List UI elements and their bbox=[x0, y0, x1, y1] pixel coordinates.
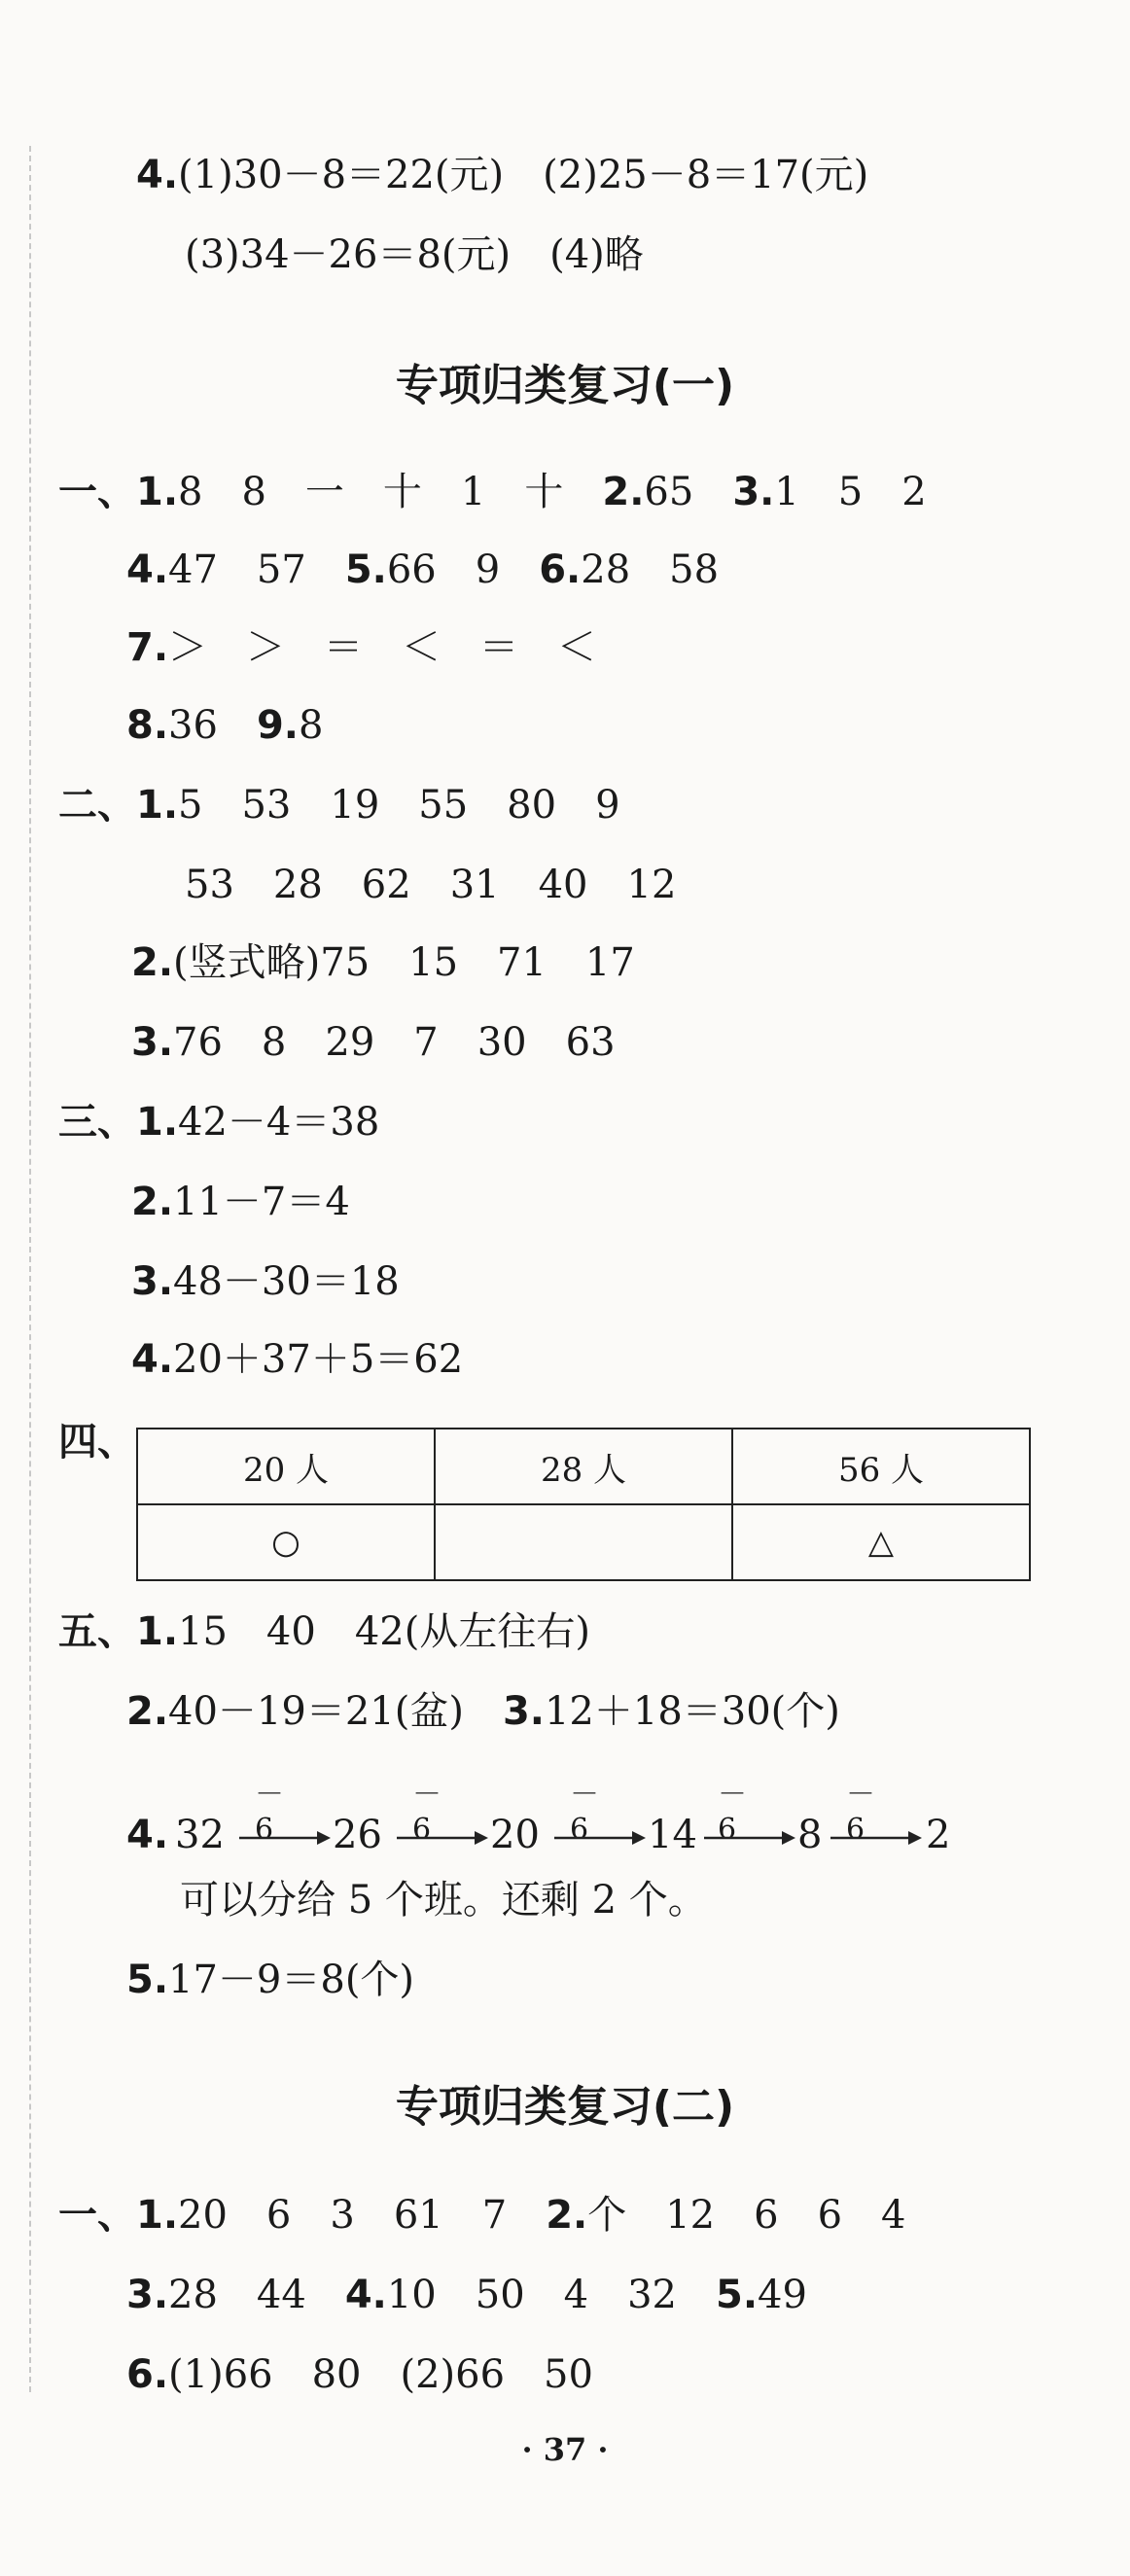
answer-line: 6.(1)66 80 (2)66 50 bbox=[126, 2352, 593, 2397]
arrow-right-icon bbox=[550, 1770, 648, 1867]
section-title: 专项归类复习(一) bbox=[395, 361, 735, 410]
answer-line: 可以分给 5 个班。还剩 2 个。 bbox=[180, 1878, 707, 1923]
answer-line: 一、1.20 6 3 61 7 2.个 12 6 6 4 bbox=[58, 2193, 906, 2238]
item-number: 4. bbox=[126, 1813, 169, 1857]
answer-line: 2.(竖式略)75 15 71 17 bbox=[131, 940, 635, 985]
answer-line: 4.47 57 5.66 9 6.28 58 bbox=[126, 547, 720, 592]
page-number: · 37 · bbox=[521, 2431, 609, 2468]
arrow-right-icon bbox=[235, 1770, 333, 1867]
answer-line: 3.48－30＝18 bbox=[131, 1259, 400, 1304]
chain-step-label: －6 bbox=[412, 1778, 441, 1847]
table-header: 56 人 bbox=[732, 1429, 1030, 1504]
table-header: 20 人 bbox=[137, 1429, 435, 1504]
answer-line: 二、1.5 53 19 55 80 9 bbox=[58, 783, 620, 828]
answer-line: 7.＞ ＞ ＝ ＜ ＝ ＜ bbox=[126, 625, 597, 670]
arrow-right-icon bbox=[393, 1770, 490, 1867]
answer-line: 2.11－7＝4 bbox=[131, 1180, 350, 1224]
answer-line: 4.20＋37＋5＝62 bbox=[131, 1337, 464, 1382]
chain-step-label: －6 bbox=[718, 1778, 747, 1847]
table-cell: △ bbox=[732, 1504, 1030, 1580]
chain-step-label: －6 bbox=[255, 1778, 284, 1847]
arrow-right-icon bbox=[700, 1770, 797, 1867]
answer-line: 8.36 9.8 bbox=[126, 703, 324, 748]
answer-table bbox=[136, 1428, 1031, 1581]
answer-line: 4.(1)30－8＝22(元) (2)25－8＝17(元) bbox=[136, 153, 869, 197]
chain-value: 26 bbox=[333, 1813, 382, 1857]
arrow-right-icon bbox=[827, 1770, 924, 1867]
chain-value: 14 bbox=[648, 1813, 697, 1857]
answer-line: 3.28 44 4.10 50 4 32 5.49 bbox=[126, 2273, 807, 2317]
table-cell bbox=[435, 1504, 732, 1580]
answer-line: 53 28 62 31 40 12 bbox=[185, 863, 677, 907]
margin-dashed-line bbox=[29, 146, 31, 2392]
answer-line: 一、1.8 8 一 十 1 十 2.65 3.1 5 2 bbox=[58, 470, 927, 514]
answer-line: 2.40－19＝21(盆) 3.12＋18＝30(个) bbox=[126, 1689, 840, 1734]
chain-step-label: －6 bbox=[570, 1778, 599, 1847]
table-cell: ○ bbox=[137, 1504, 435, 1580]
chain-value: 2 bbox=[926, 1813, 951, 1857]
answer-line: (3)34－26＝8(元) (4)略 bbox=[185, 232, 644, 277]
chain-value: 20 bbox=[490, 1813, 540, 1857]
chain-value: 32 bbox=[175, 1813, 225, 1857]
section-title: 专项归类复习(二) bbox=[395, 2082, 735, 2132]
answer-line: 五、1.15 40 42(从左往右) bbox=[58, 1609, 590, 1654]
chain-value: 8 bbox=[797, 1813, 823, 1857]
answer-line: 3.76 8 29 7 30 63 bbox=[131, 1020, 616, 1065]
table-header: 28 人 bbox=[435, 1429, 732, 1504]
chain-step-label: －6 bbox=[846, 1778, 875, 1847]
answer-line: 三、1.42－4＝38 bbox=[58, 1100, 380, 1145]
answer-line: 四、 bbox=[58, 1420, 136, 1464]
answer-line: 5.17－9＝8(个) bbox=[126, 1958, 415, 2002]
